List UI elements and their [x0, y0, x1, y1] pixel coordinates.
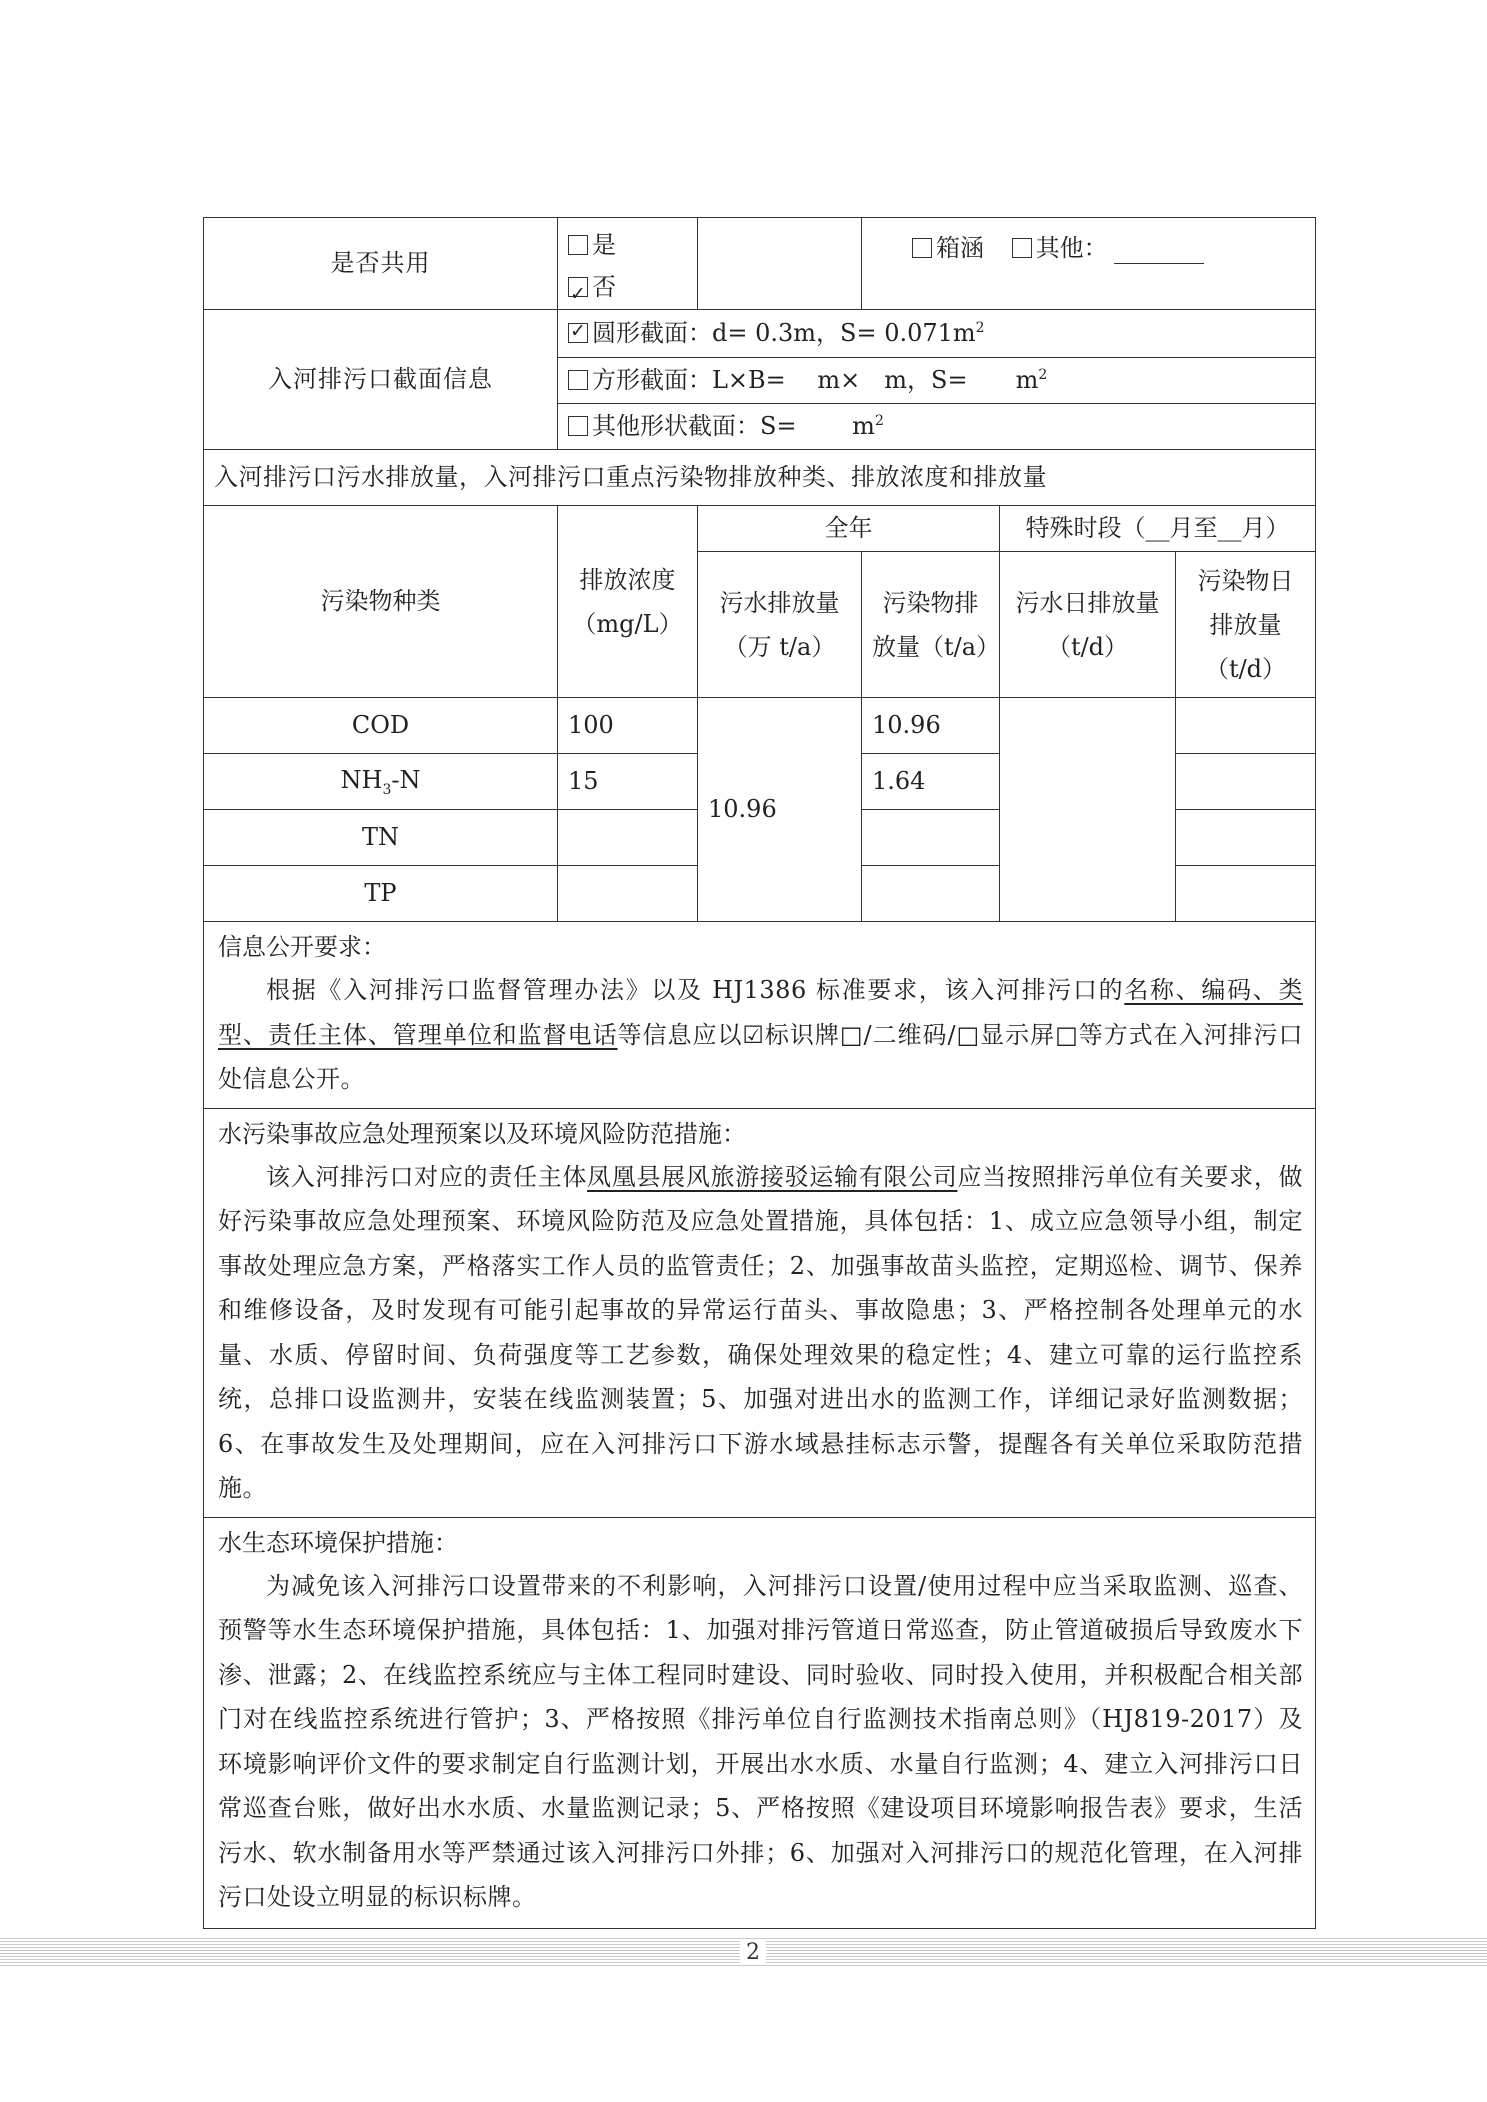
shared-empty-cell	[698, 218, 862, 310]
company-name: 凤凰县展风旅游接驳运输有限公司	[587, 1162, 958, 1191]
shared-yes-option[interactable]: 是	[568, 224, 687, 266]
other-option[interactable]: 其他：	[1012, 234, 1108, 262]
col-pol-day-header: 污染物日排放量（t/d）	[1176, 552, 1316, 698]
col-pollutant-header: 污染物种类	[204, 506, 558, 698]
pollutant-year: 10.96	[862, 698, 1000, 754]
other-blank-line	[1114, 241, 1204, 264]
checkbox-icon[interactable]	[568, 235, 588, 255]
emergency-title: 水污染事故应急处理预案以及环境风险防范措施：	[218, 1119, 746, 1148]
checkbox-icon[interactable]	[912, 238, 932, 258]
pollutant-conc: 100	[558, 698, 698, 754]
checked-checkbox-icon[interactable]	[568, 323, 588, 343]
pollutant-day	[1176, 754, 1316, 810]
emergency-section	[204, 1108, 1316, 1517]
culvert-option[interactable]: 箱涵	[912, 234, 984, 262]
pollutant-name: $NH_3-N$	[204, 754, 558, 810]
info-section	[204, 922, 1316, 1109]
pollutant-name: COD	[204, 698, 558, 754]
pollutant-conc	[558, 810, 698, 866]
pollutant-year	[862, 810, 1000, 866]
info-underlined-items: 名称、编码、类型、责任主体、管理单位和监督电话	[218, 976, 1303, 1049]
shared-label: 是否共用	[204, 218, 558, 310]
eco-section	[204, 1517, 1316, 1928]
document-page	[203, 217, 1315, 1929]
other-section-option[interactable]: 其他形状截面：S= $m^2$	[558, 404, 1316, 450]
col-year-header: 全年	[698, 506, 1000, 552]
col-special-header: 特殊时段（__月至__月）	[1000, 506, 1316, 552]
discharge-header: 入河排污口污水排放量，入河排污口重点污染物排放种类、排放浓度和排放量	[204, 450, 1316, 506]
checked-checkbox-icon[interactable]	[568, 277, 588, 297]
eco-title: 水生态环境保护措施：	[218, 1528, 458, 1557]
shared-row	[204, 218, 1316, 310]
pollutant-name: TN	[204, 810, 558, 866]
pollutant-day	[1176, 810, 1316, 866]
page-number: 2	[740, 1940, 766, 1965]
eco-paragraph: 为减免该入河排污口设置带来的不利影响，入河排污口设置/使用过程中应当采取监测、巡查、预警等水生态环境保护措施，具体包括：1、加强对排污管道日常巡查，防止管道破损后导致废水下渗、泄露；2、在线监控系统应与主体工程同时建设、同时验收、同时投入使用，并积极配合相关部门对在线监控系统进行管护；3、严格按照《排污单位自行监测技术指南总则》（HJ819-2017）及环境影响评价文件的要求制定自行监测计划，开展出水水质、水量自行监测；4、建立入河排污口日常巡查台账，做好出水水质、水量监测记录；5、严格按照《建设项目环境影响报告表》要求，生活污水、软水制备用水等严禁通过该入河排污口外排；6、加强对入河排污口的规范化管理，在入河排污口处设立明显的标识标牌。	[218, 1571, 1303, 1911]
emergency-paragraph: 该入河排污口对应的责任主体凤凰县展风旅游接驳运输有限公司应当按照排污单位有关要求，做好污染事故应急处理预案、环境风险防范及应急处置措施，具体包括：1、成立应急领导小组，制定事故处理应急方案，严格落实工作人员的监管责任；2、加强事故苗头监控，定期巡检、调节、保养和维修设备，及时发现有可能引起事故的异常运行苗头、事故隐患；3、严格控制各处理单元的水量、水质、停留时间、负荷强度等工艺参数，确保处理效果的稳定性；4、建立可靠的运行监控系统，总排口设监测井，安装在线监测装置；5、加强对进出水的监测工作，详细记录好监测数据；6、在事故发生及处理期间，应在入河排污口下游水域悬挂标志示警，提醒各有关单位采取防范措施。	[218, 1162, 1304, 1502]
pollutant-name: TP	[204, 866, 558, 922]
col-water-year-header: 污水排放量（万 t/a）	[698, 552, 862, 698]
pollutant-year	[862, 866, 1000, 922]
water-year-total: 10.96	[698, 698, 862, 922]
info-paragraph: 根据《入河排污口监督管理办法》以及 HJ1386 标准要求，该入河排污口的名称、编码、类型、责任主体、管理单位和监督电话等信息应以☑标识牌□/二维码/□显示屏□等方式在入河排污口处信息公开。	[218, 976, 1304, 1093]
pollutant-day	[1176, 698, 1316, 754]
col-water-day-header: 污水日排放量（t/d）	[1000, 552, 1176, 698]
section-label: 入河排污口截面信息	[204, 310, 558, 450]
shared-no-option[interactable]: ✓否	[568, 266, 687, 308]
checkbox-icon[interactable]	[568, 416, 588, 436]
checkbox-icon[interactable]	[1012, 238, 1032, 258]
col-conc-header: 排放浓度（mg/L）	[558, 506, 698, 698]
discharge-form-table	[203, 217, 1316, 1929]
col-pol-year-header: 污染物排放量（t/a）	[862, 552, 1000, 698]
pollutant-year: 1.64	[862, 754, 1000, 810]
pollutant-day	[1176, 866, 1316, 922]
water-day-cell	[1000, 698, 1176, 922]
pollutant-conc: 15	[558, 754, 698, 810]
checkbox-icon[interactable]	[568, 370, 588, 390]
square-section-option[interactable]: 方形截面：L×B= m× m，S= $m^2$	[558, 358, 1316, 404]
info-title: 信息公开要求：	[218, 933, 386, 961]
circle-section-option[interactable]: ✓圆形截面：d= 0.3m，$S= 0.071m^2$	[558, 310, 1316, 358]
table-row	[204, 698, 1316, 754]
pollutant-conc	[558, 866, 698, 922]
